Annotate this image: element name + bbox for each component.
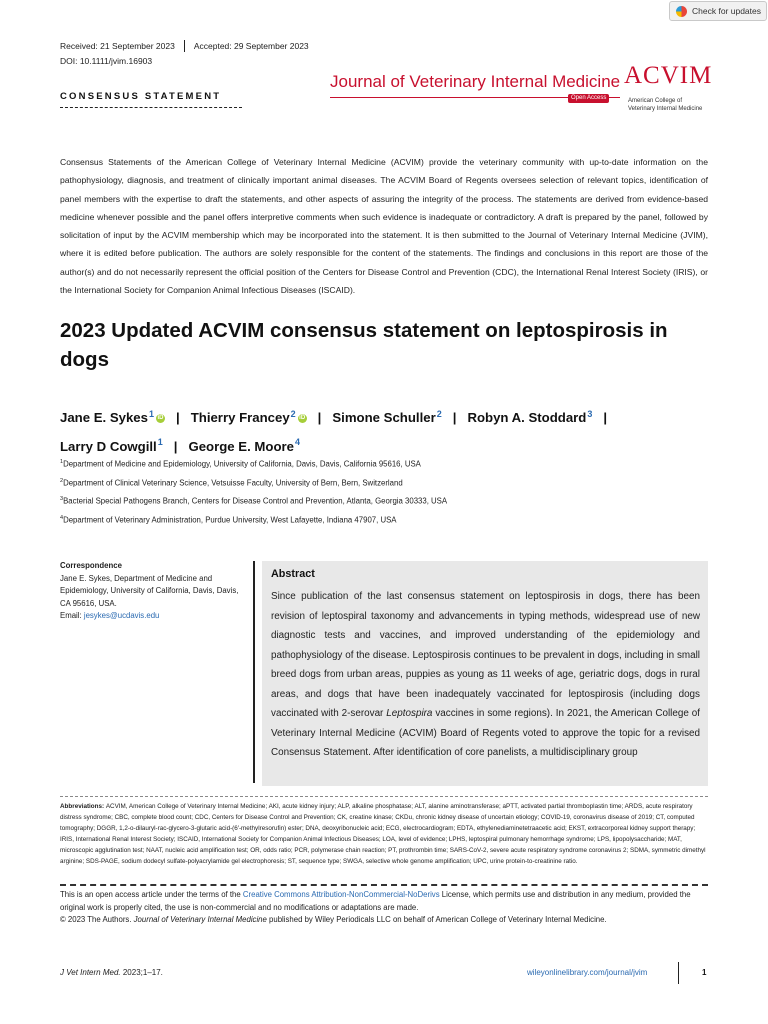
license-pre: This is an open access article under the terms of the <box>60 890 243 899</box>
copyright <box>60 914 708 927</box>
author-affil-sup: 1 <box>157 437 163 448</box>
copyright-pre: © 2023 The Authors. <box>60 915 134 924</box>
affiliation-text: Department of Veterinary Administration, Purdue University, West Lafayette, Indiana 47907, USA <box>63 515 397 525</box>
acvim-logo-subtitle <box>628 98 718 113</box>
author[interactable] <box>60 410 165 425</box>
correspondence-text: Jane E. Sykes, Department of Medicine and Epidemiology, University of California, Davis, Davis, CA 95616, USA. <box>60 573 239 608</box>
acvim-sub-line-2: Veterinary Internal Medicine <box>628 105 703 112</box>
publication-dates <box>60 40 309 52</box>
abbreviations <box>60 802 708 867</box>
journal-title[interactable]: Journal of Veterinary Internal Medicine <box>330 72 621 91</box>
license-link[interactable]: Creative Commons Attribution-NonCommercial-NoDerivs <box>242 890 440 899</box>
author-separator: | <box>317 410 322 426</box>
abbreviations-text: ACVIM, American College of Veterinary Internal Medicine; AKI, acute kidney injury; ALP, alkaline phosphatase; ALT, alanine aminotransferase; aPTT, activated partial thromboplastin time; ARDS, acute respiratory distress syndrome; CBC, complete blood count; CDC, Centers for Disease Control and Prevention; CK, creatine kinase; CKDu, chronic kidney disease of uncertain etiology; COVID-19, coronavirus disease of 2019; CT, computed tomography; DGGR, 1,2-o-dilauryl-rac-glycero-3-glutaric acid-(6′-methylresorufin) ester; DNA, deoxyribonucleic acid; ECG, electrocardiogram; EDTA, ethylenediaminetetraacetic acid; EKST, extracorporeal kidney support therapy; IRIS, International Renal Interest Society; ISCAID, International Society for Companion Animal Infectious Diseases; LOA, level of evidence; LPHS, leptospiral pulmonary hemorrhage syndrome; LPS, lipopolysaccharide; MAT, microscopic agglutination test; NAAT, nucleic acid amplification test; OR, odds ratio; PCR, polymerase chain reaction; PT, prothrombin time; SARS-CoV-2, severe acute respiratory syndrome coronavirus 2; SDMA, symmetric dimethyl arginine; SDS-PAGE, sodium dodecyl sulfate-polyacrylamide gel electrophoresis; ST, sequence type; SWGA, selective whole genome amplification; UPC, urine protein-to-creatinine ratio. <box>60 803 706 865</box>
author-affil-sup: 2 <box>290 409 296 419</box>
license-rule <box>60 884 708 886</box>
abstract-heading: Abstract <box>271 568 315 580</box>
affiliation-num: 4 <box>60 514 64 521</box>
check-for-updates-label: Check for updates <box>692 6 761 16</box>
abstract-divider <box>253 561 255 783</box>
affiliation-text: Department of Clinical Veterinary Science, Vetsuisse Faculty, University of Bern, Bern, Switzerland <box>63 478 403 488</box>
journal-url-link[interactable]: wileyonlinelibrary.com/journal/jvim <box>527 968 648 977</box>
doi[interactable]: DOI: 10.1111/jvim.16903 <box>60 56 153 66</box>
author[interactable] <box>188 439 300 454</box>
author-affil-sup: 4 <box>294 437 300 448</box>
author-affil-sup: 1 <box>148 409 154 419</box>
license-terms <box>60 889 708 914</box>
section-label: CONSENSUS STATEMENT <box>60 91 222 102</box>
footer-divider <box>678 962 679 984</box>
open-access-badge: Open Access <box>568 94 609 103</box>
check-for-updates-button[interactable] <box>669 1 767 21</box>
author-name: Simone Schuller <box>332 410 436 426</box>
correspondence <box>60 560 240 623</box>
affiliation <box>60 515 720 534</box>
affiliation-num: 3 <box>60 496 64 502</box>
citation-rest: 2023;1–17. <box>120 968 163 977</box>
author-name: Jane E. Sykes <box>60 410 148 426</box>
affiliation-text: Department of Medicine and Epidemiology, University of California, Davis, Davis, California 95616, USA <box>63 459 421 469</box>
abbreviations-rule <box>60 796 708 797</box>
affiliation <box>60 478 720 497</box>
copyright-post: published by Wiley Periodicals LLC on behalf of American College of Veterinary Internal Medicine. <box>266 915 607 924</box>
email-link[interactable]: jesykes@ucdavis.edu <box>83 611 160 620</box>
author-name: George E. Moore <box>188 438 294 454</box>
abstract-italic: Leptospira <box>386 708 433 719</box>
article-title: 2023 Updated ACVIM consensus statement on leptospirosis in dogs <box>60 319 668 371</box>
section-rule <box>60 107 242 108</box>
author-name: Robyn A. Stoddard <box>467 410 587 426</box>
abstract-text <box>271 587 700 763</box>
author-affil-sup: 2 <box>436 409 442 419</box>
email-label: Email: <box>60 611 84 620</box>
author-separator: | <box>173 438 178 454</box>
abstract-part-2: vaccines in some regions). In 2021, the American College of Veterinary Internal Medicine (ACVIM) Board of Regents voted to approve the topic for a revised Consensus Statement. After identification of core panelists, a multidisciplinary group <box>271 708 701 758</box>
author[interactable] <box>467 410 592 425</box>
abstract-part-1: Since publication of the last consensus statement on leptospirosis in dogs, there has been revision of leptospiral taxonomy and advancements in typing methods, widespread use of new diagnostic tests and vaccines, and improved understanding of the epidemiology and pathophysiology of the disease. Leptospirosis continues to be prevalent in dogs, including in small breed dogs from urban areas, puppies as young as 11 weeks of age, geriatric dogs, dogs in rural areas, and dogs that have been inadequately vaccinated for leptospirosis (including dogs vaccinated with 2-serovar <box>271 591 700 719</box>
citation-journal: J Vet Intern Med. <box>60 968 121 977</box>
received-date: Received: 21 September 2023 <box>60 41 175 51</box>
license <box>60 889 708 927</box>
date-separator <box>184 40 185 52</box>
abbreviations-label: Abbreviations: <box>60 803 106 810</box>
affiliations <box>60 459 720 533</box>
acvim-logo: ACVIM <box>624 62 713 89</box>
affiliation <box>60 496 720 515</box>
author-list <box>60 402 720 459</box>
author-separator: | <box>603 410 608 426</box>
affiliation <box>60 459 720 478</box>
accepted-date: Accepted: 29 September 2023 <box>193 41 309 51</box>
affiliation-num: 1 <box>60 459 64 465</box>
author[interactable] <box>332 410 441 425</box>
license-post: License, which permits use and distribution in any medium, provided the original work is properly cited, the use is non-commercial and no modifications or adaptations are made. <box>60 890 691 912</box>
affiliation-text: Bacterial Special Pathogens Branch, Centers for Disease Control and Prevention, Atlanta, Georgia 30333, USA <box>63 496 448 506</box>
author-name: Larry D Cowgill <box>60 438 157 454</box>
author-separator: | <box>176 410 180 426</box>
author-name: Thierry Francey <box>190 410 290 426</box>
author-affil-sup: 3 <box>587 409 593 419</box>
author[interactable] <box>60 439 163 454</box>
author-separator: | <box>452 410 457 426</box>
crossmark-icon <box>676 6 687 17</box>
orcid-icon[interactable]: iD <box>299 415 306 422</box>
consensus-intro: Consensus Statements of the American College of Veterinary Internal Medicine (ACVIM) provide the veterinary community with up-to-date information on the pathophysiology, diagnosis, and treatment of clinically important animal diseases. The ACVIM Board of Regents oversees selection of relevant topics, identification of panel members with the expertise to draft the statements, and other aspects of assuring the integrity of the process. The statements are derived from evidence-based medicine whenever possible and the panel offers interpretive comments when such evidence is inadequate or contradictory. A draft is prepared by the panel, followed by solicitation of input by the ACVIM membership which may be incorporated into the statement. It is then submitted to the Journal of Veterinary Internal Medicine (JVIM), where it is edited before publication. The authors are solely responsible for the content of the statements. The findings and conclusions in this report are those of the author(s) and do not necessarily represent the official position of the Centers for Disease Control and Prevention (CDC), the International Renal Interest Society (IRIS), or the International Society for Companion Animal Infectious Diseases (ISCAID). <box>60 157 708 296</box>
affiliation-num: 2 <box>60 477 64 484</box>
correspondence-heading: Correspondence <box>60 561 122 570</box>
citation <box>60 968 163 977</box>
page-number: 1 <box>702 968 707 977</box>
orcid-icon[interactable]: iD <box>157 415 164 422</box>
author[interactable] <box>191 410 307 425</box>
copyright-journal: Journal of Veterinary Internal Medicine <box>133 915 267 924</box>
acvim-sub-line-1: American College of <box>628 98 683 104</box>
correspondence-email-line <box>60 610 240 623</box>
